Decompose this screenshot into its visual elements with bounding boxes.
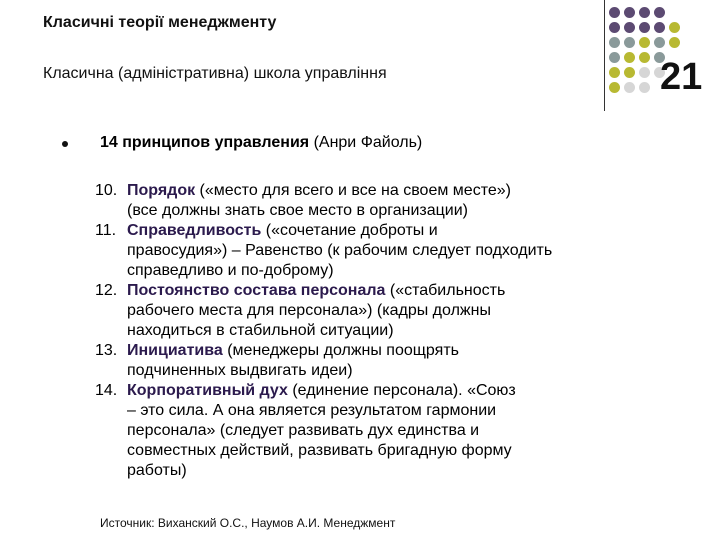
- principle-line: [127, 381, 675, 401]
- principle-line: [127, 241, 675, 261]
- principle-name: Справедливость: [127, 222, 262, 239]
- principle-name: Порядок: [127, 182, 196, 199]
- principles-list: [95, 181, 675, 481]
- principle-number: 10.: [95, 182, 118, 199]
- principle-line: [127, 421, 675, 441]
- principle-line-text: справедливо и по-доброму): [127, 262, 334, 279]
- principle-line-text: совместных действий, развивать бригадную форму: [127, 442, 512, 459]
- decor-dot-icon: [639, 52, 650, 63]
- principle-number: 12.: [95, 282, 118, 299]
- principle-line: [127, 201, 675, 221]
- decor-dot-icon: [624, 67, 635, 78]
- decor-dot-icon: [639, 37, 650, 48]
- principle-number: 11.: [95, 222, 117, 239]
- principle-line-text: работы): [127, 462, 187, 479]
- principle-name: Инициатива: [127, 342, 223, 359]
- slide-subtitle: Класична (адміністративна) школа управління: [43, 65, 387, 82]
- principle-line: [127, 441, 675, 461]
- decor-dot-icon: [609, 7, 620, 18]
- principle-line-text: подчиненных выдвигать идеи): [127, 362, 353, 379]
- principle-line-text: – это сила. А она является результатом гармонии: [127, 402, 497, 419]
- principle-line-text: персонала» (следует развивать дух единства и: [127, 422, 480, 439]
- decor-dot-icon: [639, 22, 650, 33]
- principle-item: [95, 221, 675, 281]
- principle-line: [127, 301, 675, 321]
- decor-dot-icon: [609, 67, 620, 78]
- header-divider-vertical: [604, 0, 605, 112]
- main-point-rest: (Анри Файоль): [309, 134, 423, 151]
- principle-line: [127, 401, 675, 421]
- principle-line: [127, 261, 675, 281]
- principle-line-text: («место для всего и все на своем месте»): [195, 182, 511, 199]
- decor-dot-icon: [639, 82, 650, 93]
- decor-dot-icon: [669, 22, 680, 33]
- principle-line-text: рабочего места для персонала») (кадры должны: [127, 302, 491, 319]
- principle-line-text: находиться в стабильной ситуации): [127, 322, 394, 339]
- principle-text: [127, 381, 675, 481]
- principle-line-text: (все должны знать свое место в организации): [127, 202, 468, 219]
- decor-dot-icon: [669, 37, 680, 48]
- principle-text: [127, 181, 675, 221]
- decor-dot-icon: [639, 67, 650, 78]
- principle-line-text: («сочетание доброты и: [261, 222, 438, 239]
- principle-line: [127, 221, 675, 241]
- decor-dot-icon: [624, 82, 635, 93]
- decor-dot-icon: [624, 7, 635, 18]
- decor-dot-icon: [624, 22, 635, 33]
- principle-line: [127, 321, 675, 341]
- main-point: [100, 134, 422, 152]
- principle-name: Постоянство состава персонала: [127, 282, 386, 299]
- decor-dot-icon: [654, 37, 665, 48]
- principle-item: [95, 181, 675, 221]
- decor-dot-icon: [654, 7, 665, 18]
- decor-dot-icon: [654, 22, 665, 33]
- decor-dot-icon: [639, 7, 650, 18]
- principle-text: [127, 221, 675, 281]
- principle-line: [127, 461, 675, 481]
- decor-dot-icon: [609, 22, 620, 33]
- principle-number: 13.: [95, 342, 118, 359]
- decor-dot-icon: [609, 37, 620, 48]
- principle-item: [95, 341, 675, 381]
- principle-line: [127, 341, 675, 361]
- slide-number: 21: [660, 56, 703, 98]
- header-divider-horizontal: [0, 111, 720, 112]
- principle-name: Корпоративный дух: [127, 382, 288, 399]
- decor-dot-icon: [624, 52, 635, 63]
- principle-line-text: правосудия») – Равенство (к рабочим следует подходить: [127, 242, 553, 259]
- slide-title: Класичні теорії менеджменту: [43, 14, 277, 31]
- principle-line-text: («стабильность: [385, 282, 506, 299]
- principle-line-text: (единение персонала). «Союз: [287, 382, 516, 399]
- principle-line: [127, 181, 675, 201]
- source-citation: Источник: Виханский О.С., Наумов А.И. Менеджмент: [100, 516, 396, 530]
- main-point-bold: 14 принципов управления: [100, 134, 310, 151]
- decor-dot-icon: [669, 7, 680, 18]
- decor-dot-icon: [609, 82, 620, 93]
- principle-item: [95, 381, 675, 481]
- principle-text: [127, 281, 675, 341]
- principle-line: [127, 281, 675, 301]
- principle-text: [127, 341, 675, 381]
- principle-line-text: (менеджеры должны поощрять: [222, 342, 459, 359]
- decor-dot-icon: [609, 52, 620, 63]
- decor-dot-icon: [624, 37, 635, 48]
- principle-number: 14.: [95, 382, 118, 399]
- bullet-dot-icon: [62, 141, 68, 147]
- principle-line: [127, 361, 675, 381]
- principle-item: [95, 281, 675, 341]
